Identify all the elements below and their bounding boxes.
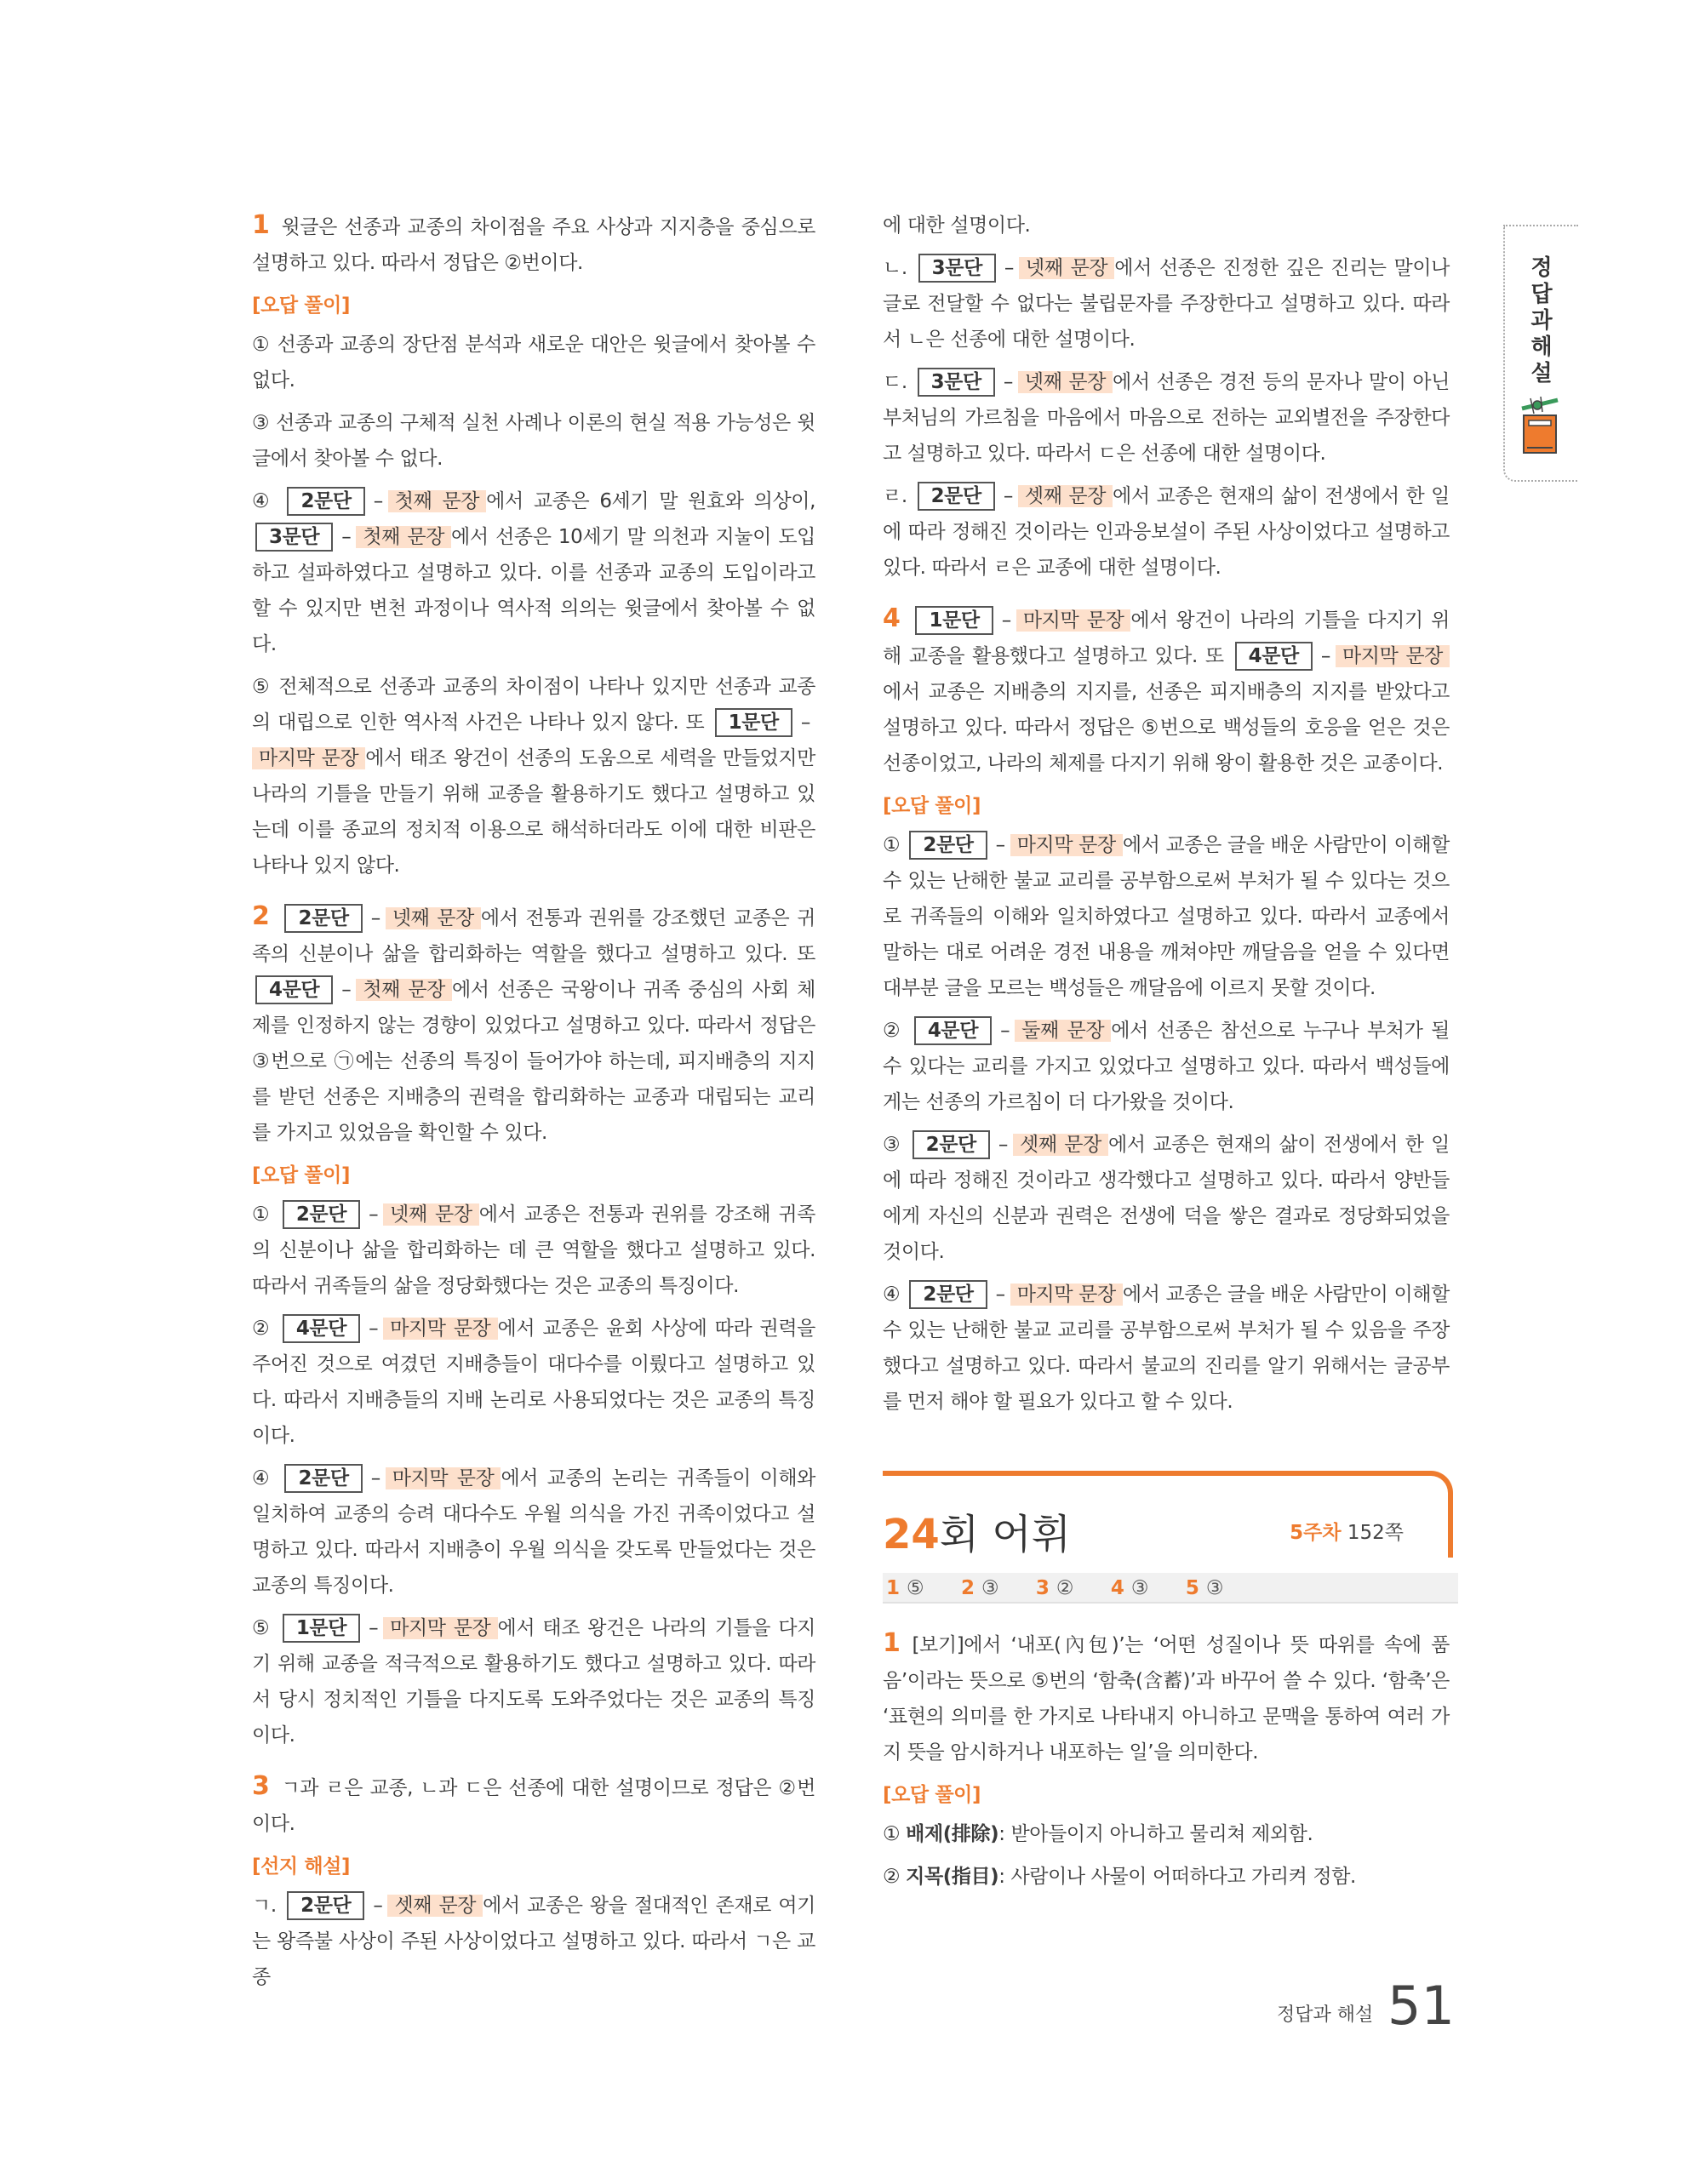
- option-marker: ㄱ.: [252, 1895, 277, 1917]
- answer-text: 에서 선종은 국왕이나 귀족 중심의 사회 체제를 인정하지 않는 경향이 있었다고 설명하고 있다. 따라서 정답은 ③번으로 ㉠에는 선종의 특징이 들어가야 하는데, 피지배층의 지지를 받던 선종은 지배층의 권력을 합리화하는 교종과 대립되는 교리를 가지고 있었음을 확인할 수 있다.: [252, 979, 815, 1144]
- choice-explanation: ㄴ. 3문단 – 넷째 문장 에서 선종은 진정한 깊은 진리는 말이나 글로 전달할 수 없다는 불립문자를 주장한다고 설명하고 있다. 따라서 ㄴ은 선종에 대한 설명이다.: [883, 250, 1450, 357]
- wrong-option: ③ 선종과 교종의 구체적 실천 사례나 이론의 현실 적용 가능성은 윗글에서 찾아볼 수 없다.: [252, 412, 815, 470]
- sentence-tag: 마지막 문장: [383, 1617, 497, 1639]
- section-heading: [오답 풀이]: [252, 294, 351, 317]
- option-text: 에서 교종의 논리는 귀족들이 이해와 일치하여 교종의 승려 대다수도 우월 의식을 가진 귀족이었다고 설명하고 있다. 따라서 지배층이 우월 의식을 갖도록 만들었다는 것은 교종의 특징이다.: [252, 1467, 815, 1597]
- option-text: 에서 태조 왕건은 나라의 기틀을 다지기 위해 교종을 적극적으로 활용하기도 했다고 설명하고 있다. 따라서 당시 정치적인 기틀을 다지도록 도와주었다는 것은 교종의 특징이다.: [252, 1617, 815, 1747]
- side-tab: [1503, 225, 1578, 482]
- option-marker: ①: [252, 1203, 272, 1226]
- answer-text: [보기]에서 ‘내포(內包)’는 ‘어떤 성질이나 뜻 따위를 속에 품음’이라는 뜻으로 ⑤번의 ‘함축(含蓄)’과 바꾸어 쓸 수 있다. ‘함축’은 ‘표현의 의미를 한 가지로 나타내지 아니하고 문맥을 통하여 여러 가지 뜻을 암시하거나 내포하는 일’을 의미한다.: [883, 1634, 1450, 1764]
- answer-key-value: ⑤: [907, 1577, 924, 1599]
- paragraph-tag: 2문단: [287, 1891, 364, 1920]
- sentence-tag: 마지막 문장: [1016, 609, 1131, 632]
- paragraph-tag: 1문단: [715, 708, 792, 737]
- vocab-answer-1: [883, 1626, 1450, 1770]
- wrong-option: ④ 2문단 – 마지막 문장 에서 교종의 논리는 귀족들이 이해와 일치하여 교종의 승려 대다수도 우월 의식을 가진 귀족이었다고 설명하고 있다. 따라서 지배층이 우월 의식을 갖도록 만들었다는 것은 교종의 특징이다.: [252, 1461, 815, 1604]
- paragraph-tag: 2문단: [287, 487, 364, 516]
- wrong-option: ⑤ 1문단 – 마지막 문장 에서 태조 왕건은 나라의 기틀을 다지기 위해 교종을 적극적으로 활용하기도 했다고 설명하고 있다. 따라서 당시 정치적인 기틀을 다지도록 도와주었다는 것은 교종의 특징이다.: [252, 1610, 815, 1753]
- paragraph-tag: 2문단: [913, 1130, 990, 1159]
- vocab-body: [883, 1626, 1450, 1901]
- vocab-term: 배제(排除): [906, 1823, 999, 1845]
- left-column: [252, 208, 815, 2002]
- wrong-option: ④ 2문단 – 첫째 문장 에서 교종은 6세기 말 원효와 의상이, 3문단 – 첫째 문장 에서 선종은 10세기 말 의천과 지눌이 도입하고 설파하였다고 설명하고 있다. 이를 선종과 교종의 도입이라고 할 수 있지만 변천 과정이나 역사적 의의는 윗글에서 찾아볼 수 없다.: [252, 483, 815, 662]
- answer-key-value: ②: [1056, 1577, 1074, 1599]
- option-marker: ⑤: [252, 1617, 272, 1639]
- paragraph-tag: 3문단: [918, 368, 995, 397]
- answer-key-item: [886, 1577, 924, 1599]
- page-footer: [1277, 1975, 1464, 2043]
- paragraph-tag: 2문단: [284, 904, 362, 933]
- section-title: [883, 1501, 1071, 1560]
- section-heading: [선지 해설]: [252, 1855, 351, 1878]
- paragraph-tag: 1문단: [915, 606, 993, 635]
- answer-text: 윗글은 선종과 교종의 차이점을 주요 사상과 지지층을 중심으로 설명하고 있다. 따라서 정답은 ②번이다.: [252, 216, 815, 274]
- option-marker: ②: [883, 1020, 903, 1042]
- sentence-tag: 둘째 문장: [1015, 1020, 1111, 1042]
- answer-2: 2 2문단 – 넷째 문장 에서 전통과 권위를 강조했던 교종은 귀족의 신분이나 삶을 합리화하는 역할을 했다고 설명하고 있다. 또 4문단 – 첫째 문장 에서 선종은 국왕이나 귀족 중심의 사회 체제를 인정하지 않는 경향이 있었다고 설명하고 있다. 따라서 정답은 ③번으로 ㉠에는 선종의 특징이 들어가야 하는데, 피지배층의 지지를 받던 선종은 지배층의 권력을 합리화하는 교종과 대립되는 교리를 가지고 있었음을 확인할 수 있다.: [252, 901, 815, 1144]
- question-number: 4: [883, 603, 901, 633]
- option-text: 에서 선종은 경전 등의 문자나 말이 아닌 부처님의 가르침을 마음에서 마음으로 전하는 교외별전을 주장한다고 설명하고 있다. 따라서 ㄷ은 선종에 대한 설명이다.: [883, 371, 1450, 465]
- sentence-tag: 넷째 문장: [1019, 257, 1114, 279]
- sentence-tag: 마지막 문장: [386, 1467, 501, 1489]
- wrong-option: ④ 2문단 – 마지막 문장 에서 교종은 글을 배운 사람만이 이해할 수 있는 난해한 불교 교리를 공부함으로써 부처가 될 수 있음을 주장했다고 설명하고 있다. 따라서 불교의 진리를 알기 위해서는 글공부를 먼저 해야 할 필요가 있다고 할 수 있다.: [883, 1277, 1450, 1420]
- option-text: 에서 교종은 윤회 사상에 따라 권력을 주어진 것으로 여겼던 지배층들이 대다수를 이뤘다고 설명하고 있다. 따라서 지배층들의 지배 논리로 사용되었다는 것은 교종의 특징이다.: [252, 1318, 815, 1447]
- section-heading: [오답 풀이]: [252, 1164, 351, 1186]
- option-marker: ①: [883, 1823, 901, 1845]
- sentence-tag: 넷째 문장: [386, 907, 481, 929]
- option-marker: ㄷ.: [883, 371, 907, 393]
- option-text: ⑤ 전체적으로 선종과 교종의 차이점이 나타나 있지만 선종과 교종의 대립으로 인한 역사적 사건은 나타나 있지 않다. 또: [252, 676, 815, 734]
- sentence-tag: 마지막 문장: [383, 1318, 497, 1340]
- paragraph-tag: 2문단: [284, 1464, 362, 1493]
- question-number: 1: [252, 210, 270, 240]
- option-text: 에서 교종은 6세기 말 원효와 의상이,: [486, 490, 815, 512]
- section-heading: [오답 풀이]: [883, 1784, 981, 1806]
- choice-explanation: ㄷ. 3문단 – 넷째 문장 에서 선종은 경전 등의 문자나 말이 아닌 부처님의 가르침을 마음에서 마음으로 전하는 교외별전을 주장한다고 설명하고 있다. 따라서 ㄷ은 선종에 대한 설명이다.: [883, 364, 1450, 472]
- footer-label: 정답과 해설: [1277, 2004, 1374, 2026]
- question-number: 2: [252, 901, 270, 931]
- vocab-definition: : 사람이나 사물이 어떠하다고 가리켜 정함.: [998, 1866, 1356, 1888]
- choice-explanation: ㄱ. 2문단 – 셋째 문장 에서 교종은 왕을 절대적인 존재로 여기는 왕즉불 사상이 주된 사상이었다고 설명하고 있다. 따라서 ㄱ은 교종: [252, 1888, 815, 1995]
- paragraph-tag: 4문단: [255, 975, 333, 1004]
- paragraph-tag: 4문단: [283, 1314, 360, 1343]
- book-pencil-icon: [1515, 397, 1566, 456]
- sentence-tag: 셋째 문장: [1018, 485, 1113, 507]
- sentence-tag: 셋째 문장: [387, 1895, 483, 1917]
- vocab-definition: : 받아들이지 아니하고 물리쳐 제외함.: [998, 1823, 1313, 1845]
- wrong-option: ② 4문단 – 마지막 문장 에서 교종은 윤회 사상에 따라 권력을 주어진 것으로 여겼던 지배층들이 대다수를 이뤘다고 설명하고 있다. 따라서 지배층들의 지배 논리로 사용되었다는 것은 교종의 특징이다.: [252, 1311, 815, 1454]
- answer-4: 4 1문단 – 마지막 문장 에서 왕건이 나라의 기틀을 다지기 위해 교종을 활용했다고 설명하고 있다. 또 4문단 – 마지막 문장에서 교종은 지배층의 지지를, 선종은 피지배층의 지지를 받았다고 설명하고 있다. 따라서 정답은 ⑤번으로 백성들의 호응을 얻은 것은 선종이었고, 나라의 체제를 다지기 위해 왕이 활용한 것은 교종이다.: [883, 603, 1450, 775]
- option-text: 에서 교종은 글을 배운 사람만이 이해할 수 있는 난해한 불교 교리를 공부함으로써 부처가 될 수 있다는 것으로 귀족들의 이해와 일치하였다고 설명하고 있다. 따라서 교종에서 말하는 대로 어려운 경전 내용을 깨쳐야만 깨달음을 얻을 수 있다면 대부분 글을 모르는 백성들은 깨달음에 이르지 못할 것이다.: [883, 834, 1450, 999]
- wrong-option: ② 4문단 – 둘째 문장 에서 선종은 참선으로 누구나 부처가 될 수 있다는 교리를 가지고 있었다고 설명하고 있다. 따라서 백성들에게는 선종의 가르침이 더 다가왔을 것이다.: [883, 1013, 1450, 1120]
- answer-key-number: 1: [886, 1577, 901, 1599]
- sentence-tag: 셋째 문장: [1013, 1134, 1108, 1156]
- option-text: 에서 선종은 참선으로 누구나 부처가 될 수 있다는 교리를 가지고 있었다고 설명하고 있다. 따라서 백성들에게는 선종의 가르침이 더 다가왔을 것이다.: [883, 1020, 1450, 1113]
- answer-key-item: [961, 1577, 999, 1599]
- sentence-tag: 넷째 문장: [383, 1203, 479, 1226]
- option-text: 에서 태조 왕건이 선종의 도움으로 세력을 만들었지만 나라의 기틀을 만들기 위해 교종을 활용하기도 했다고 설명하고 있는데 이를 종교의 정치적 이용으로 해석하더라도 이에 대한 비판은 나타나 있지 않다.: [252, 747, 815, 877]
- side-tab-label: 정답과해설: [1530, 255, 1553, 386]
- option-text: 에서 교종은 왕을 절대적인 존재로 여기는 왕즉불 사상이 주된 사상이었다고 설명하고 있다. 따라서 ㄱ은 교종: [252, 1895, 815, 1988]
- page-number: 51: [1387, 1975, 1455, 2037]
- sentence-tag: 마지막 문장: [252, 747, 365, 769]
- answer-text: 에서 전통과 권위를 강조했던 교종은 귀족의 신분이나 삶을 합리화하는 역할을 했다고 설명하고 있다. 또: [252, 907, 815, 965]
- sentence-tag: 마지막 문장: [1010, 834, 1123, 856]
- paragraph-tag: 2문단: [909, 1280, 987, 1309]
- paragraph-tag: 1문단: [283, 1614, 360, 1643]
- paragraph-tag: 2문단: [918, 482, 995, 511]
- sentence-tag: 첫째 문장: [388, 490, 486, 512]
- week-label: 5주차: [1290, 1522, 1342, 1544]
- sentence-tag: 넷째 문장: [1018, 371, 1113, 393]
- option-text: 에서 교종은 글을 배운 사람만이 이해할 수 있는 난해한 불교 교리를 공부함으로써 부처가 될 수 있음을 주장했다고 설명하고 있다. 따라서 불교의 진리를 알기 위해서는 글공부를 먼저 해야 할 필요가 있다고 할 수 있다.: [883, 1284, 1450, 1413]
- option-marker: ㄹ.: [883, 485, 907, 507]
- answer-key-number: 3: [1035, 1577, 1050, 1599]
- question-number: 3: [252, 1771, 270, 1801]
- answer-key-item: [1036, 1577, 1074, 1599]
- wrong-option: ① 선종과 교종의 장단점 분석과 새로운 대안은 윗글에서 찾아볼 수 없다.: [252, 334, 815, 392]
- vocab-section-header: [883, 1471, 1453, 1598]
- paragraph-tag: 3문단: [255, 523, 333, 552]
- question-number: 1: [883, 1628, 901, 1658]
- paragraph-tag: 2문단: [283, 1200, 360, 1229]
- option-text: 에서 선종은 진정한 깊은 진리는 말이나 글로 전달할 수 없다는 불립문자를 주장한다고 설명하고 있다. 따라서 ㄴ은 선종에 대한 설명이다.: [883, 257, 1450, 351]
- option-text: 에서 교종은 전통과 권위를 강조해 귀족의 신분이나 삶을 합리화하는 데 큰 역할을 했다고 설명하고 있다. 따라서 귀족들의 삶을 정당화했다는 것은 교종의 특징이다.: [252, 1203, 815, 1297]
- answer-1: [252, 208, 815, 281]
- option-marker: ④: [252, 490, 274, 512]
- paragraph-tag: 4문단: [914, 1016, 992, 1045]
- answer-3: [252, 1769, 815, 1842]
- sentence-tag: 마지막 문장: [1010, 1284, 1123, 1306]
- wrong-option: ① 2문단 – 넷째 문장 에서 교종은 전통과 권위를 강조해 귀족의 신분이나 삶을 합리화하는 데 큰 역할을 했다고 설명하고 있다. 따라서 귀족들의 삶을 정당화했다는 것은 교종의 특징이다.: [252, 1197, 815, 1304]
- answer-key-value: ③: [1130, 1577, 1149, 1599]
- option-marker: ㄴ.: [883, 257, 907, 279]
- option-text: 에서 교종은 현재의 삶이 전생에서 한 일에 따라 정해진 것이라고 생각했다고 설명하고 있다. 따라서 양반들에게 자신의 신분과 권력은 전생에 덕을 쌓은 결과로 정당화되었을 것이다.: [883, 1134, 1450, 1263]
- answer-key-item: [1111, 1577, 1149, 1599]
- option-marker: ④: [252, 1467, 272, 1489]
- option-marker: ②: [883, 1866, 901, 1888]
- answer-text: 에서 교종은 지배층의 지지를, 선종은 피지배층의 지지를 받았다고 설명하고 있다. 따라서 정답은 ⑤번으로 백성들의 호응을 얻은 것은 선종이었고, 나라의 체제를 다지기 위해 왕이 활용한 것은 교종이다.: [883, 681, 1450, 775]
- week-page-ref: [1290, 1517, 1404, 1545]
- answer-key-bar: [883, 1573, 1458, 1604]
- answer-key-item: [1186, 1577, 1224, 1599]
- choice-explanation: ㄹ. 2문단 – 셋째 문장 에서 교종은 현재의 삶이 전생에서 한 일에 따라 정해진 것이라는 인과응보설이 주된 사상이었다고 설명하고 있다. 따라서 ㄹ은 교종에 대한 설명이다.: [883, 478, 1450, 586]
- wrong-option: ③ 2문단 – 셋째 문장 에서 교종은 현재의 삶이 전생에서 한 일에 따라 정해진 것이라고 생각했다고 설명하고 있다. 따라서 양반들에게 자신의 신분과 권력은 전생에 덕을 쌓은 결과로 정당화되었을 것이다.: [883, 1127, 1450, 1270]
- option-text: 에서 선종은 10세기 말 의천과 지눌이 도입하고 설파하였다고 설명하고 있다. 이를 선종과 교종의 도입이라고 할 수 있지만 변천 과정이나 역사적 의의는 윗글에서 찾아볼 수 없다.: [252, 526, 816, 655]
- answer-key-number: 4: [1110, 1577, 1124, 1599]
- answer-key-number: 2: [960, 1577, 975, 1599]
- wrong-option: [883, 1816, 1450, 1852]
- answer-key-value: ③: [1205, 1577, 1224, 1599]
- right-column: [883, 208, 1450, 1426]
- option-marker: ③: [883, 1134, 901, 1156]
- session-number: 24: [883, 1511, 940, 1558]
- answer-text: ㄱ과 ㄹ은 교종, ㄴ과 ㄷ은 선종에 대한 설명이므로 정답은 ②번이다.: [252, 1777, 815, 1835]
- paragraph-tag: 3문단: [918, 254, 996, 283]
- sentence-tag: 첫째 문장: [356, 979, 452, 1001]
- wrong-option: ⑤ 전체적으로 선종과 교종의 차이점이 나타나 있지만 선종과 교종의 대립으로 인한 역사적 사건은 나타나 있지 않다. 또 1문단 –마지막 문장 에서 태조 왕건이 선종의 도움으로 세력을 만들었지만 나라의 기틀을 만들기 위해 교종을 활용하기도 했다고 설명하고 있는데 이를 종교의 정치적 이용으로 해석하더라도 이에 대한 비판은 나타나 있지 않다.: [252, 676, 815, 877]
- vocab-term: 지목(指目): [906, 1866, 999, 1888]
- answer-key-value: ③: [981, 1577, 999, 1599]
- option-marker: ②: [252, 1318, 272, 1340]
- wrong-option: [883, 1859, 1450, 1895]
- sentence-tag: 첫째 문장: [356, 526, 451, 548]
- section-heading: [오답 풀이]: [883, 795, 981, 817]
- paragraph-tag: 4문단: [1235, 642, 1313, 671]
- answer-key-number: 5: [1185, 1577, 1199, 1599]
- section-title-text: 회 어휘: [939, 1511, 1072, 1558]
- sentence-tag: 마지막 문장: [1336, 645, 1450, 667]
- answer-text: 에서 왕건이 나라의 기틀을 다지기 위해 교종을 활용했다고 설명하고 있다. 또: [883, 609, 1450, 667]
- wrong-option: ① 2문단 – 마지막 문장 에서 교종은 글을 배운 사람만이 이해할 수 있는 난해한 불교 교리를 공부함으로써 부처가 될 수 있다는 것으로 귀족들의 이해와 일치하였다고 설명하고 있다. 따라서 교종에서 말하는 대로 어려운 경전 내용을 깨쳐야만 깨달음을 얻을 수 있다면 대부분 글을 모르는 백성들은 깨달음에 이르지 못할 것이다.: [883, 827, 1450, 1006]
- option-text: 에서 교종은 현재의 삶이 전생에서 한 일에 따라 정해진 것이라는 인과응보설이 주된 사상이었다고 설명하고 있다. 따라서 ㄹ은 교종에 대한 설명이다.: [883, 485, 1450, 579]
- option-marker: ①: [883, 834, 901, 856]
- paragraph-tag: 2문단: [909, 831, 987, 860]
- page-ref: 152쪽: [1347, 1522, 1404, 1544]
- option-marker: ④: [883, 1284, 901, 1306]
- choice-explanation-continued: 에 대한 설명이다.: [883, 214, 1031, 237]
